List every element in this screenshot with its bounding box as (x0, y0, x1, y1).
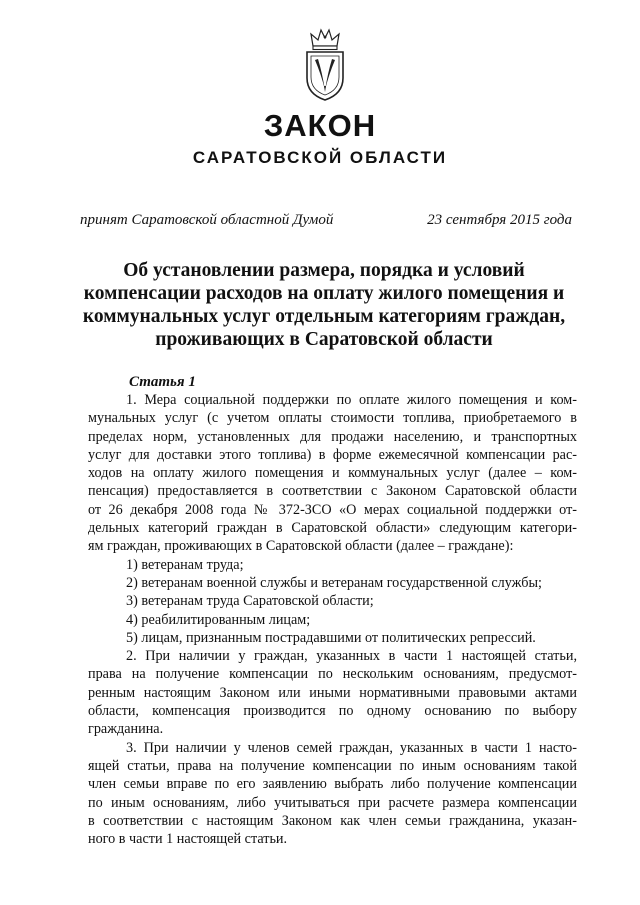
article-heading: Статья 1 (129, 374, 196, 390)
law-heading-line: проживающих в Саратовской области (155, 329, 493, 350)
text-line: от 26 декабря 2008 года № 372-ЗСО «О мерах социальной поддержки от- (88, 501, 577, 518)
adoption-date: 23 сентября 2015 года (427, 212, 572, 228)
text-line: ренным настоящим Законом или иными нормативными правовыми актами (88, 684, 577, 701)
text-line: пенсация) предоставляется в соответствии с Законом Саратовской области (88, 483, 577, 500)
list-item: 5) лицам, признанным пострадавшими от политических репрессий. (126, 629, 536, 646)
text-line: области, компенсация производится по одному основанию по выбору (88, 703, 577, 720)
text-line: мунальных услуг (с учетом оплаты стоимости топлива, приобретаемого в (88, 410, 577, 427)
text-line: член семьи вправе по его заявлению выбрать либо получение компенсации (88, 776, 577, 793)
text-line: ного в части 1 настоящей статьи. (88, 831, 288, 848)
text-line: дельных категорий граждан в Саратовской области» следующим категори- (88, 520, 577, 537)
document-title: ЗАКОН (263, 108, 377, 143)
text-line: ходов на оплату жилого помещения и коммунальных услуг (далее – ком- (88, 465, 577, 482)
list-item: 2) ветеранам военной службы и ветеранам государственной службы; (126, 574, 542, 591)
text-line: в соответствии с настоящим Законом как член семьи гражданина, указан- (88, 812, 577, 829)
text-line: ям граждан, проживающих в Саратовской области (далее – граждане): (88, 538, 514, 555)
law-heading (60, 259, 588, 351)
law-heading-line: компенсации расходов на оплату жилого помещения и (83, 283, 565, 304)
list-item: 3) ветеранам труда Саратовской области; (126, 593, 374, 610)
list-item: 1) ветеранам труда; (126, 556, 244, 573)
document-subtitle: САРАТОВСКОЙ ОБЛАСТИ (192, 148, 448, 167)
text-line: 2. При наличии у граждан, указанных в части 1 настоящей статьи, (126, 648, 577, 665)
text-line: права на получение компенсации по нескольким основаниям, предусмот- (88, 666, 577, 683)
list-item: 4) реабилитированным лицам; (126, 611, 311, 628)
text-line: по иным основаниям, либо учитываться при расчете размера компенсации (88, 794, 577, 811)
text-line: ящей статьи, права на получение компенсации по иным основаниям такой (88, 757, 577, 774)
law-heading-line: Об установлении размера, порядка и условий (123, 260, 525, 281)
law-heading-line: коммунальных услуг отдельным категориям граждан, (82, 306, 566, 327)
coat-of-arms-icon (303, 26, 347, 102)
adopted-by-text: принят Саратовской областной Думой (80, 212, 334, 228)
text-line: 1. Мера социальной поддержки по оплате жилого помещения и ком- (126, 392, 577, 408)
text-line: 3. При наличии у членов семей граждан, указанных в части 1 насто- (126, 739, 577, 756)
article-body (88, 391, 577, 848)
text-line: услуг для доставки этого топлива) в форме ежемесячной компенсации рас- (88, 446, 577, 463)
text-line: гражданина. (88, 721, 164, 738)
text-line: пределах норм, установленных для продажи населению, и транспортных (88, 428, 577, 445)
